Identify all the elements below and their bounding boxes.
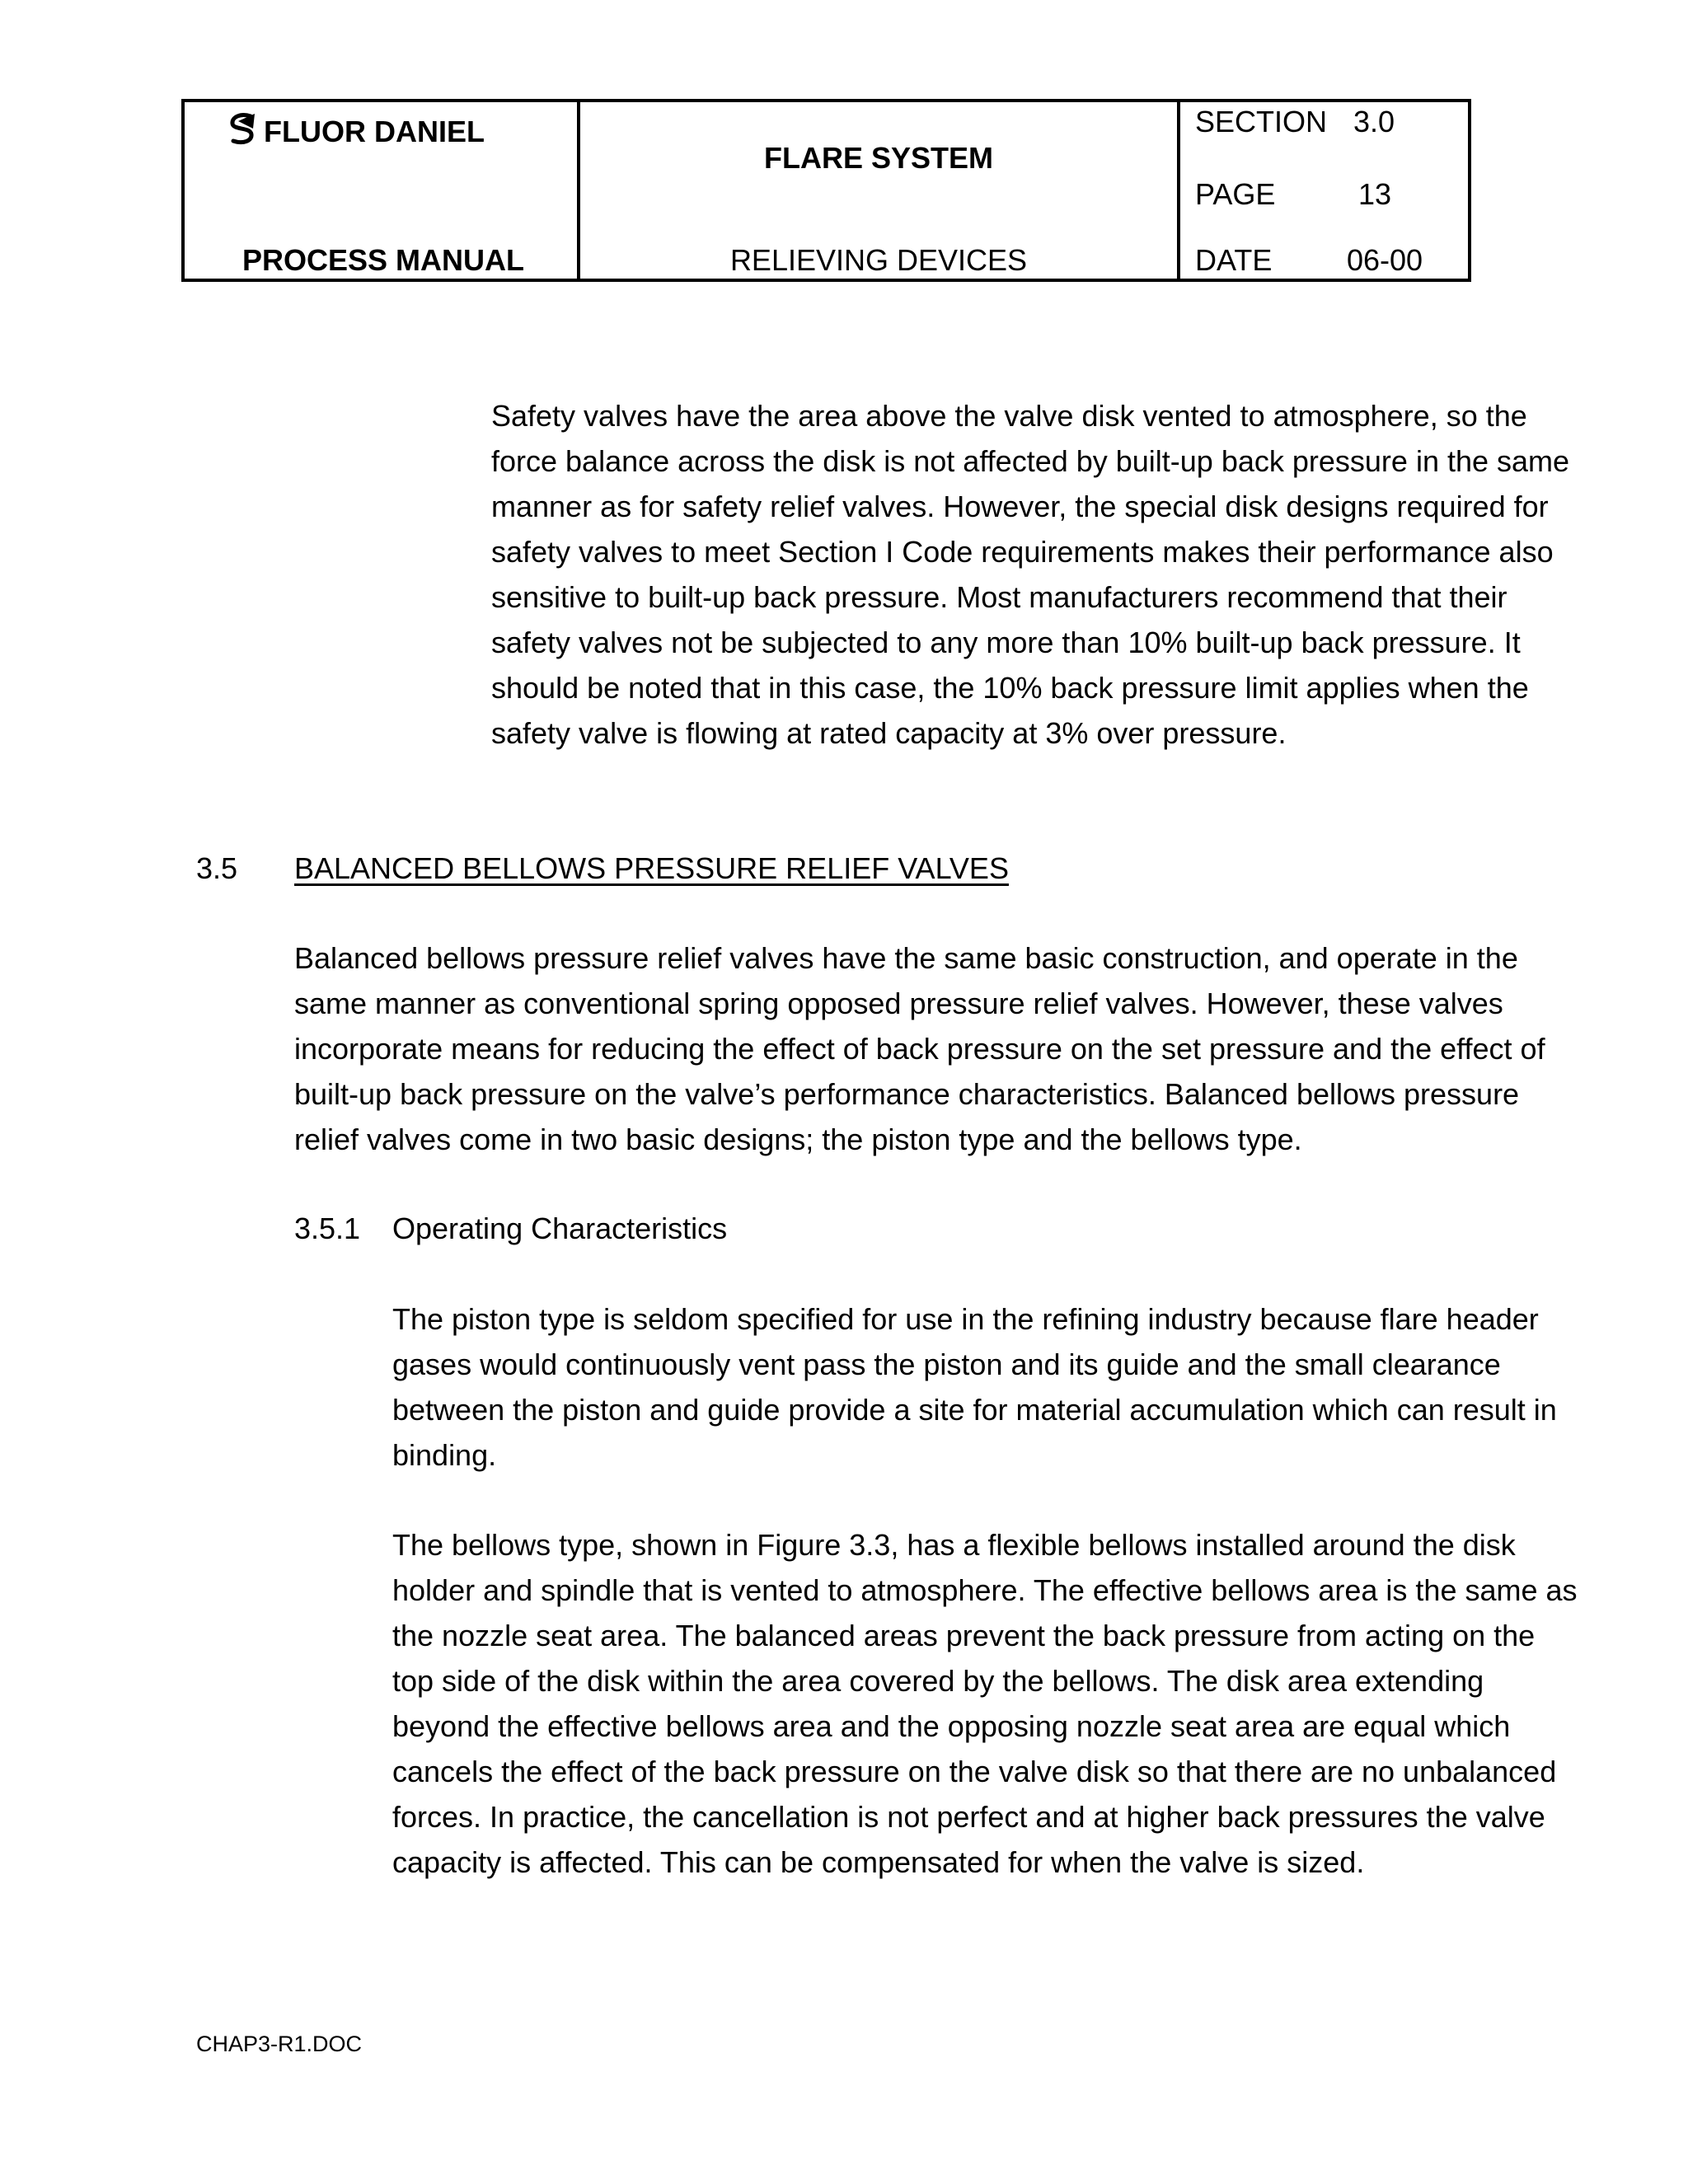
date-value: 06-00: [1347, 243, 1423, 277]
footer-filename: CHAP3-R1.DOC: [196, 2032, 363, 2056]
subsection-paragraph-2: The bellows type, shown in Figure 3.3, has a flexible bellows installed around the disk holder and spindle that is vented to atmosphere. The effective bellows area is the same as the nozzle seat area. The balanced areas prevent the back pressure from acting on the top side of the disk within the area covered by the bellows. The disk area extending beyond the effective bellows area and the opposing nozzle seat area are equal which cancels the effect of the back pressure on the valve disk so that there are no unbalanced forces. In practice, the cancellation is not perfect and at higher back pressures the valve capacity is affected. This can be compensated for when the valve is sized.: [392, 1528, 1578, 1879]
fluor-daniel-logo-icon: [226, 110, 259, 148]
section-value: 3.0: [1353, 105, 1395, 138]
section-number: 3.5: [196, 851, 238, 885]
document-header: [181, 99, 1471, 282]
company-name: FLUOR DANIEL: [264, 115, 485, 148]
subsection-heading: Operating Characteristics: [392, 1212, 728, 1245]
section-label: SECTION: [1195, 105, 1328, 138]
document-subtitle: RELIEVING DEVICES: [729, 243, 1028, 277]
section-heading: BALANCED BELLOWS PRESSURE RELIEF VALVES: [294, 851, 1009, 885]
header-divider-right: [1177, 102, 1180, 279]
manual-name: PROCESS MANUAL: [242, 243, 525, 277]
page-label: PAGE: [1195, 177, 1276, 211]
subsection-number: 3.5.1: [294, 1212, 361, 1245]
page-value: 13: [1358, 177, 1392, 211]
date-label: DATE: [1195, 243, 1273, 277]
intro-paragraph: Safety valves have the area above the valve disk vented to atmosphere, so the force balance across the disk is not affected by built-up back pressure in the same manner as for safety relief valves. However, the special disk designs required for safety valves to meet Section I Code requirements makes their performance also sensitive to built-up back pressure. Most manufacturers recommend that their safety valves not be subjected to any more than 10% built-up back pressure. It should be noted that in this case, the 10% back pressure limit applies when the safety valve is flowing at rated capacity at 3% over pressure.: [491, 399, 1570, 750]
subsection-paragraph-1: The piston type is seldom specified for use in the refining industry because flare header gases would continuously vent pass the piston and its guide and the small clearance between the piston and guide provide a site for material accumulation which can result in binding.: [392, 1302, 1557, 1472]
document-title: FLARE SYSTEM: [763, 141, 993, 175]
section-paragraph: Balanced bellows pressure relief valves have the same basic construction, and operate in the same manner as conventional spring opposed pressure relief valves. However, these valves incorporate means for reducing the effect of back pressure on the set pressure and the effect of built-up back pressure on the valve’s performance characteristics. Balanced bellows pressure relief valves come in two basic designs; the piston type and the bellows type.: [294, 941, 1545, 1156]
